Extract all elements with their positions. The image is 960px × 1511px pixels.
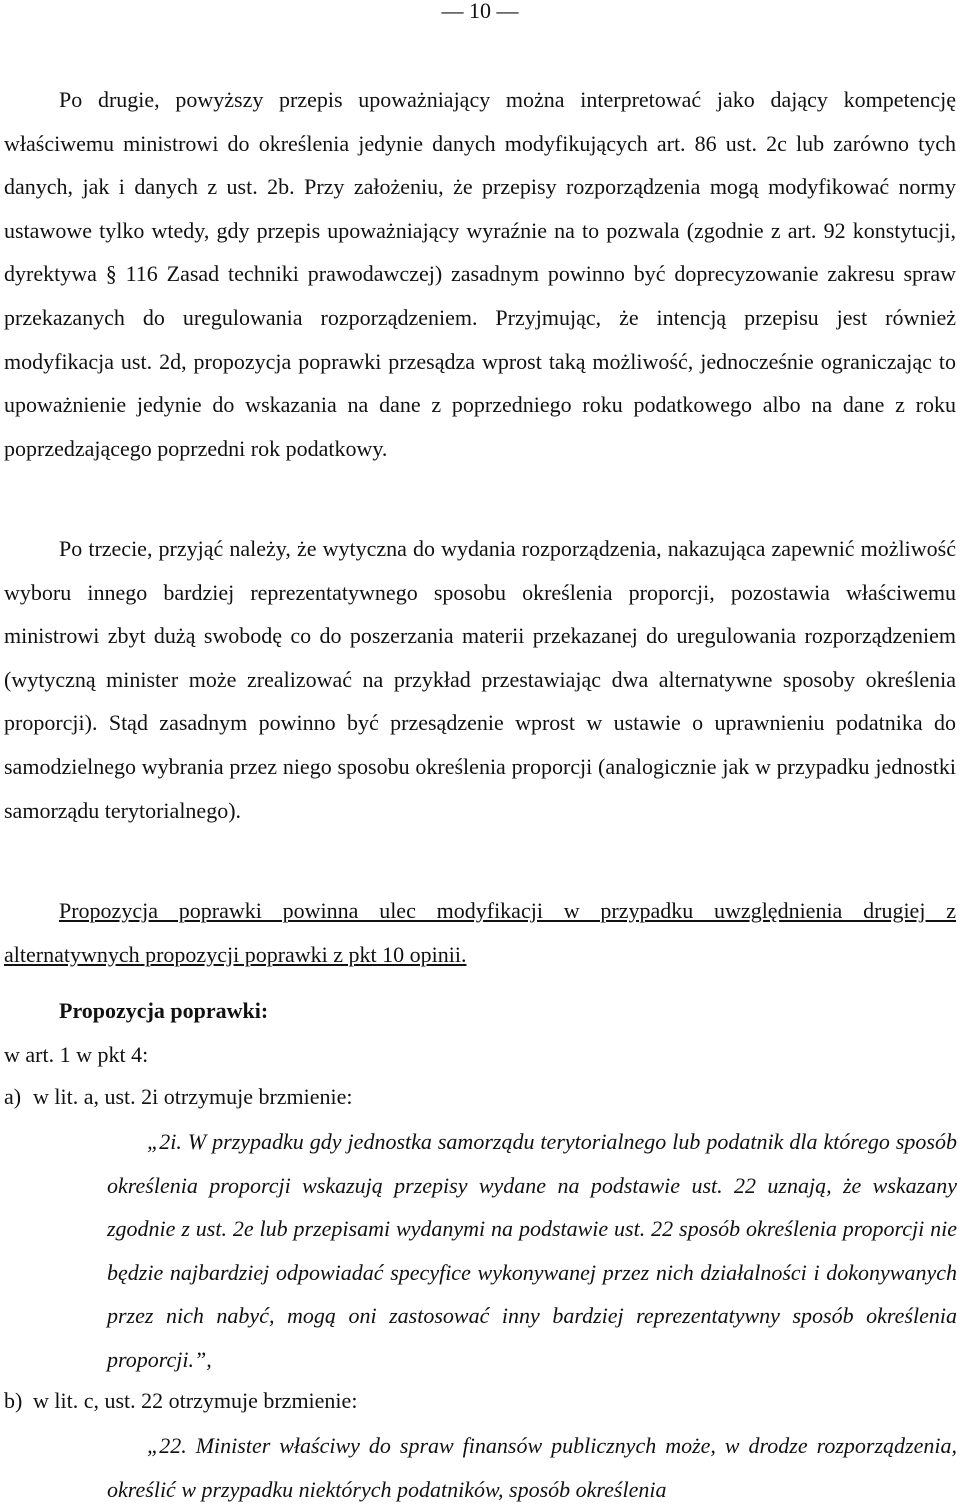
quoted-provision-2i: „2i. W przypadku gdy jednostka samorządu terytorialnego lub podatnik dla którego sposób określenia proporcji wskazują przepisy wydane na podstawie ust. 22 uznają, że wskazany zgodnie z ust. 2e lub przepisami wydanymi na podstawie ust. 22 sposób określenia proporcji nie będzie najbardziej odpowiadać specyfice wykonywanej przez nich działalności i dokonywanych przez nich nabyć, mogą oni zastosować inny bardziej reprezentatywny sposób określenia proporcji.”, [107, 1129, 957, 1372]
quoted-provision-22: „22. Minister właściwy do spraw finansów publicznych może, w drodze rozporządzenia, określić w przypadku niektórych podatników, sposób określenia [107, 1433, 957, 1502]
item-b-text: w lit. c, ust. 22 otrzymuje brzmienie: [33, 1388, 358, 1413]
item-a-marker: a) [4, 1084, 22, 1109]
article-line: w art. 1 w pkt 4: [4, 1042, 149, 1067]
item-b-marker: b) [4, 1388, 23, 1413]
page-number: — 10 — [441, 0, 519, 23]
paragraph-amendment-note: Propozycja poprawki powinna ulec modyfikacji w przypadku uwzględnienia drugiej z alternatywnych propozycji poprawki z pkt 10 opinii. [4, 898, 956, 967]
item-b-line [4, 1386, 357, 1416]
paragraph-third-argument: Po trzecie, przyjąć należy, że wytyczna do wydania rozporządzenia, nakazująca zapewnić możliwość wyboru innego bardziej reprezentatywnego sposobu określenia proporcji, pozostawia właściwemu ministrowi zbyt dużą swobodę co do poszerzania materii przekazanej do uregulowania rozporządzeniem (wytyczną minister może zrealizować na przykład przestawiając dwa alternatywne sposoby określenia proporcji). Stąd zasadnym powinno być przesądzenie wprost w ustawie o uprawnieniu podatnika do samodzielnego wybrania przez niego sposobu określenia proporcji (analogicznie jak w przypadku jednostki samorządu terytorialnego). [4, 536, 956, 823]
item-a-text: w lit. a, ust. 2i otrzymuje brzmienie: [33, 1084, 353, 1109]
item-a-line [4, 1082, 353, 1112]
paragraph-second-argument: Po drugie, powyższy przepis upoważniający można interpretować jako dający kompetencję właściwemu ministrowi do określenia jedynie danych modyfikujących art. 86 ust. 2c lub zarówno tych danych, jak i danych z ust. 2b. Przy założeniu, że przepisy rozporządzenia mogą modyfikować normy ustawowe tylko wtedy, gdy przepis upoważniający wyraźnie na to pozwala (zgodnie z art. 92 konstytucji, dyrektywa § 116 Zasad techniki prawodawczej) zasadnym powinno być doprecyzowanie zakresu spraw przekazanych do uregulowania rozporządzeniem. Przyjmując, że intencją przepisu jest również modyfikacja ust. 2d, propozycja poprawki przesądza wprost taką możliwość, jednocześnie ograniczając to upoważnienie jedynie do wskazania na dane z poprzedniego roku podatkowego albo na dane z roku poprzedzającego poprzedni rok podatkowy. [4, 87, 956, 461]
amendment-heading: Propozycja poprawki: [59, 998, 269, 1023]
